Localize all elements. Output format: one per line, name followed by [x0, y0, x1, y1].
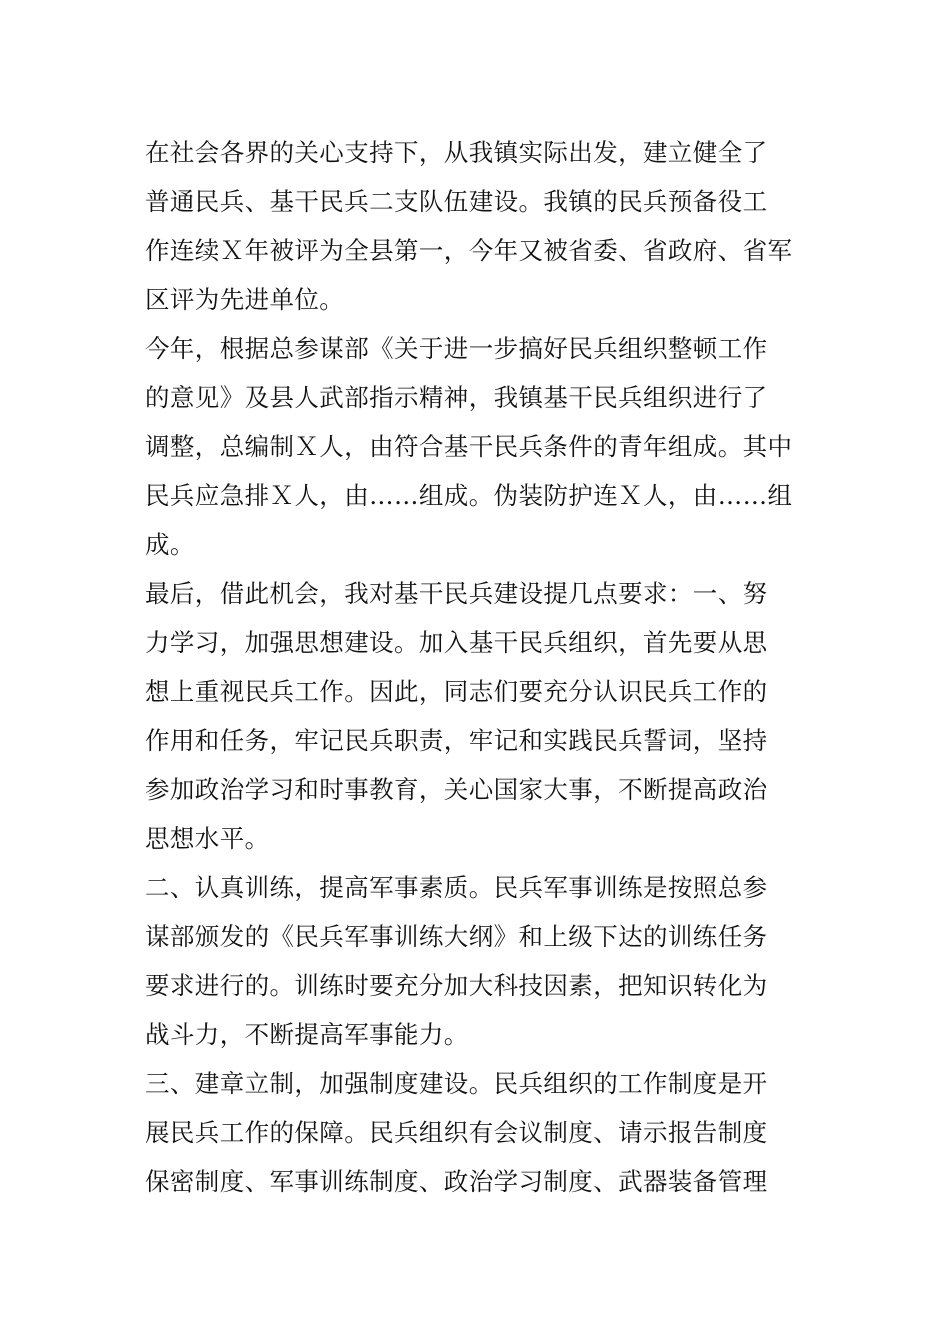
paragraph-line: 谋部颁发的《民兵军事训练大纲》和上级下达的训练任务 — [145, 922, 768, 951]
paragraph-line: 在社会各界的关心支持下，从我镇实际出发，建立健全了 — [145, 138, 768, 167]
paragraph-line: 力学习，加强思想建设。加入基干民兵组织，首先要从思 — [145, 628, 768, 657]
paragraph-line: 思想水平。 — [145, 824, 270, 853]
paragraph-line: 调整，总编制Ｘ人，由符合基干民兵条件的青年组成。其中 — [145, 432, 793, 461]
paragraph-4 — [145, 863, 810, 1059]
paragraph-line: 的意见》及县人武部指示精神，我镇基干民兵组织进行了 — [145, 383, 768, 412]
paragraph-line: 区评为先进单位。 — [145, 285, 345, 314]
paragraph-line: 作用和任务，牢记民兵职责，牢记和实践民兵誓词，坚持 — [145, 726, 768, 755]
paragraph-5 — [145, 1059, 810, 1206]
paragraph-1 — [145, 128, 810, 324]
paragraph-line: 作连续Ｘ年被评为全县第一，今年又被省委、省政府、省军 — [145, 236, 793, 265]
paragraph-3 — [145, 569, 810, 863]
paragraph-line: 要求进行的。训练时要充分加大科技因素，把知识转化为 — [145, 971, 768, 1000]
paragraph-line: 三、建章立制，加强制度建设。民兵组织的工作制度是开 — [145, 1069, 768, 1098]
paragraph-line: 战斗力，不断提高军事能力。 — [145, 1020, 469, 1049]
paragraph-line: 想上重视民兵工作。因此，同志们要充分认识民兵工作的 — [145, 677, 768, 706]
paragraph-line: 民兵应急排Ｘ人，由……组成。伪装防护连Ｘ人，由……组 — [145, 481, 793, 510]
paragraph-line: 今年，根据总参谋部《关于进一步搞好民兵组织整顿工作 — [145, 334, 768, 363]
document-body — [145, 128, 810, 1206]
paragraph-line: 保密制度、军事训练制度、政治学习制度、武器装备管理 — [145, 1167, 768, 1196]
paragraph-line: 二、认真训练，提高军事素质。民兵军事训练是按照总参 — [145, 873, 768, 902]
paragraph-line: 参加政治学习和时事教育，关心国家大事，不断提高政治 — [145, 775, 768, 804]
paragraph-line: 展民兵工作的保障。民兵组织有会议制度、请示报告制度 — [145, 1118, 768, 1147]
paragraph-line: 最后，借此机会，我对基干民兵建设提几点要求：一、努 — [145, 579, 768, 608]
paragraph-2 — [145, 324, 810, 569]
paragraph-line: 成。 — [145, 530, 195, 559]
paragraph-line: 普通民兵、基干民兵二支队伍建设。我镇的民兵预备役工 — [145, 187, 768, 216]
